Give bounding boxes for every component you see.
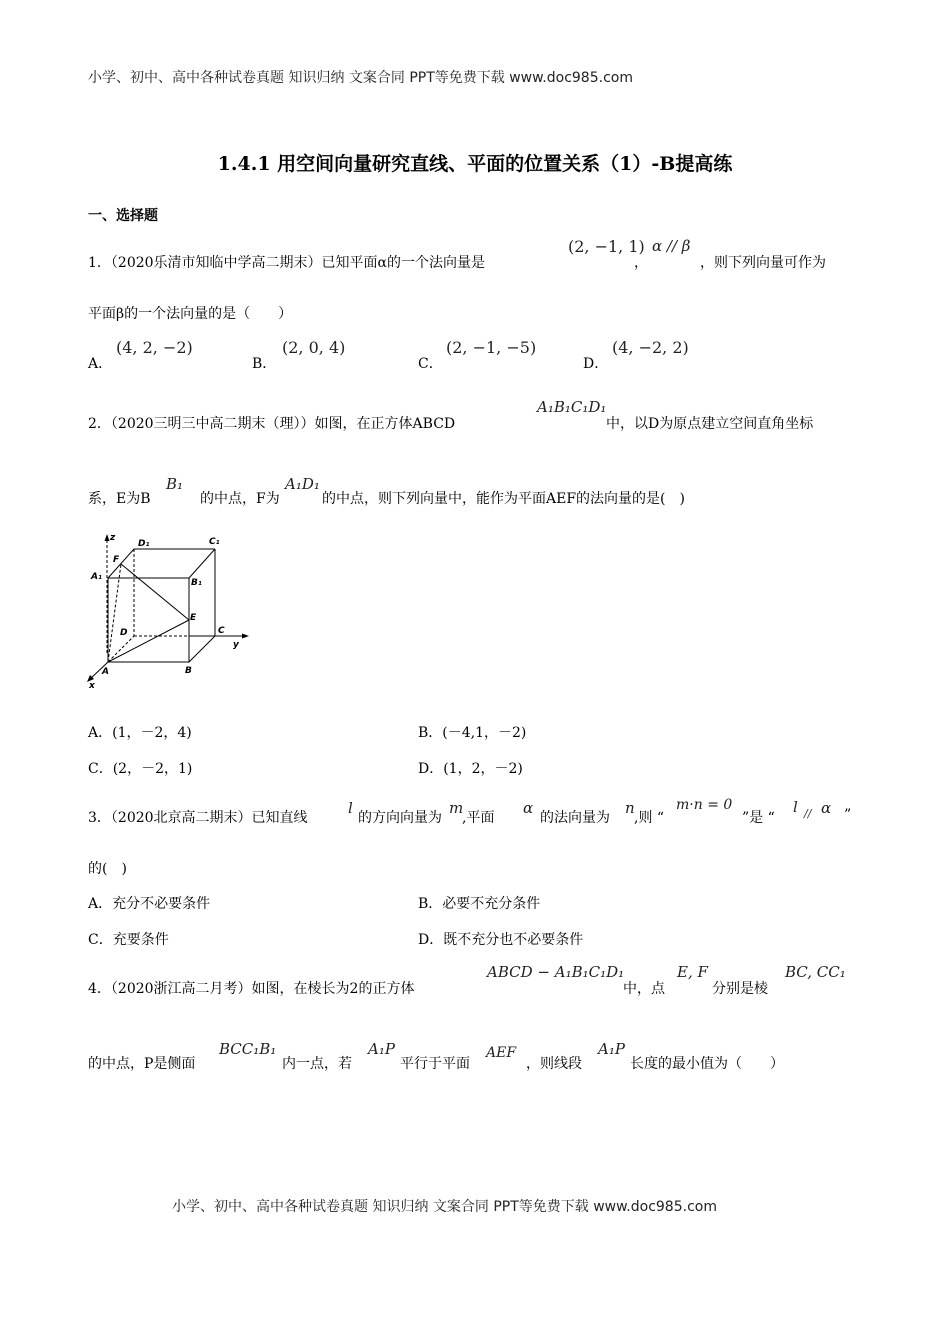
q4-stem-part5: 内一点，若: [282, 1056, 352, 1072]
q2-stem-part2: 中，以D为原点建立空间直角坐标: [606, 416, 814, 432]
q3-stem-part5: ,则 “: [634, 810, 665, 826]
q1-option-b-label: B．: [252, 356, 277, 372]
q3-option-b[interactable]: B．必要不充分条件: [418, 896, 541, 912]
q1-relation: α // β: [652, 237, 691, 255]
fig-label-d1: D₁: [138, 539, 150, 549]
q4-math-cube: ABCD − A₁B₁C₁D₁: [487, 963, 625, 981]
q2-option-a[interactable]: A．(1，－2，4): [88, 725, 192, 741]
fig-label-e: E: [190, 613, 197, 623]
q3-stem-part1: 3．（2020北京高二期末）已知直线: [88, 810, 308, 826]
fig-label-a1: A₁: [91, 572, 102, 582]
q1-option-b[interactable]: (2, 0, 4): [282, 338, 346, 357]
q2-stem-part1: 2．（2020三明三中高二期末（理））如图，在正方体ABCD: [88, 416, 456, 432]
q2-stem-part4: 的中点，F为: [200, 491, 280, 507]
q3-math-m: m: [449, 799, 464, 817]
fig-label-d: D: [120, 628, 128, 638]
page-title: 1.4.1 用空间向量研究直线、平面的位置关系（1）-B提高练: [217, 153, 733, 175]
q1-option-a-label: A．: [88, 356, 113, 372]
fig-label-f: F: [113, 555, 120, 565]
q1-stem-part2: ，则下列向量可作为: [700, 255, 826, 271]
q4-math-a1p: A₁P: [368, 1040, 395, 1058]
q3-option-d[interactable]: D．既不充分也不必要条件: [418, 932, 584, 948]
q4-stem-part2: 中，点: [623, 981, 665, 997]
q2-math-cube-top: A₁B₁C₁D₁: [537, 398, 607, 416]
q1-option-c-label: C．: [418, 356, 443, 372]
fig-label-b: B: [185, 666, 192, 676]
q4-math-ef: E, F: [677, 963, 708, 981]
q4-stem-part4: 的中点，P是侧面: [88, 1056, 196, 1072]
q3-stem-part2: 的方向向量为: [358, 810, 442, 826]
q4-math-face: BCC₁B₁: [219, 1040, 277, 1058]
q3-math-l: l: [348, 799, 353, 817]
fig-label-b1: B₁: [191, 578, 202, 588]
q4-math-aef: AEF: [486, 1045, 517, 1061]
q3-cond2-l: l: [793, 798, 798, 816]
q3-stem-part4: 的法向量为: [540, 810, 610, 826]
q1-option-c[interactable]: (2, −1, −5): [446, 338, 537, 357]
fig-label-c1: C₁: [209, 537, 220, 547]
q3-stem-part6: ”是 “: [742, 810, 775, 826]
q1-option-d-label: D．: [583, 356, 609, 372]
q3-cond2-parallel: //: [804, 807, 812, 820]
q1-option-d[interactable]: (4, −2, 2): [612, 338, 689, 357]
q1-option-a[interactable]: (4, 2, −2): [116, 338, 193, 357]
q2-stem-part5: 的中点，则下列向量中，能作为平面AEF的法向量的是( ): [322, 491, 685, 507]
q4-stem-part1: 4．（2020浙江高二月考）如图，在棱长为2的正方体: [88, 981, 415, 997]
q2-option-b[interactable]: B．(－4,1，－2): [418, 725, 527, 741]
q3-math-n: n: [625, 799, 635, 817]
page-header: 小学、初中、高中各种试卷真题 知识归纳 文案合同 PPT等免费下载 www.doc985.com: [88, 70, 633, 86]
fig-label-x: x: [89, 681, 95, 690]
q1-stem-part1: 1．（2020乐清市知临中学高二期末）已知平面α的一个法向量是: [88, 255, 485, 271]
q4-math-a1p-2: A₁P: [598, 1040, 625, 1058]
fig-label-y: y: [233, 640, 239, 650]
q1-normal-vector: (2, −1, 1): [568, 237, 645, 256]
q3-option-a[interactable]: A．充分不必要条件: [88, 896, 211, 912]
q3-stem-part8: 的( ): [88, 861, 127, 877]
q2-math-b1: B₁: [166, 475, 184, 493]
q4-stem-part6: 平行于平面: [400, 1056, 470, 1072]
fig-label-a: A: [102, 667, 109, 677]
page-footer: 小学、初中、高中各种试卷真题 知识归纳 文案合同 PPT等免费下载 www.doc985.com: [172, 1199, 717, 1215]
fig-label-c: C: [218, 626, 225, 636]
q1-stem-part3: 平面β的一个法向量的是（ ）: [88, 306, 293, 322]
q3-math-alpha: α: [523, 799, 534, 817]
q3-option-c[interactable]: C．充要条件: [88, 932, 169, 948]
q3-stem-part3: ,平面: [462, 810, 495, 826]
q3-condition: m·n = 0: [676, 797, 733, 813]
q2-stem-part3: 系，E为B: [88, 491, 151, 507]
q3-stem-part7: ”: [844, 807, 852, 823]
section-heading: 一、选择题: [88, 208, 158, 224]
q1-comma: ，: [634, 255, 648, 271]
q4-math-edges: BC, CC₁: [785, 963, 846, 981]
q4-stem-part8: 长度的最小值为（ ）: [630, 1056, 784, 1072]
q2-option-c[interactable]: C．(2，－2，1): [88, 761, 193, 777]
fig-label-z: z: [110, 533, 116, 543]
q4-stem-part3: 分别是棱: [712, 981, 768, 997]
q4-stem-part7: ，则线段: [526, 1056, 582, 1072]
q2-math-a1d1: A₁D₁: [285, 475, 320, 493]
cube-figure: [86, 528, 256, 690]
q2-option-d[interactable]: D．(1，2，－2): [418, 761, 523, 777]
q3-cond2-alpha: α: [821, 799, 832, 817]
